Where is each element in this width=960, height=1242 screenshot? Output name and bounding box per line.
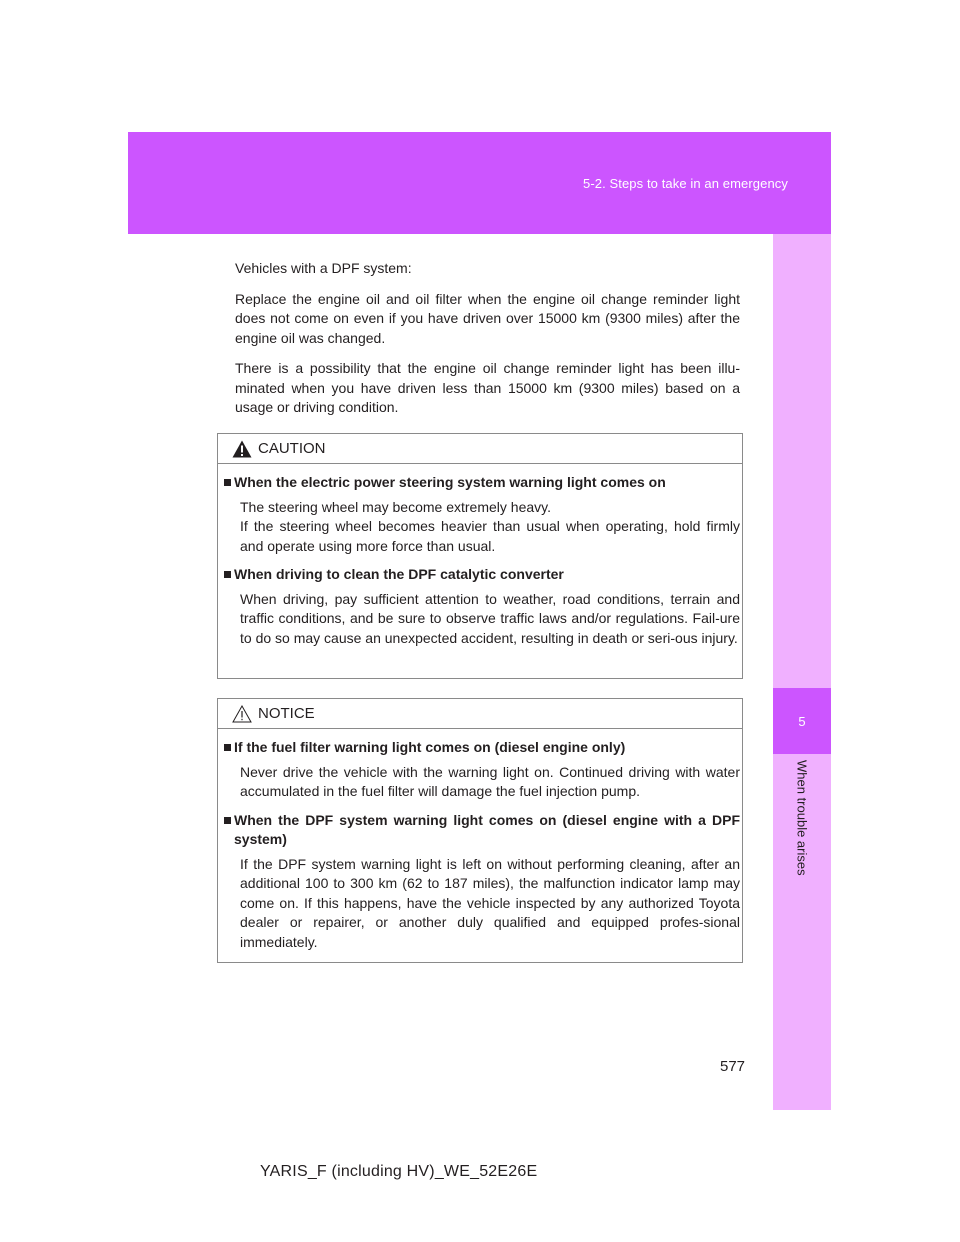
caution-item-heading: When driving to clean the DPF catalytic converter (224, 565, 740, 585)
chapter-number: 5 (773, 688, 831, 754)
document-id: YARIS_F (including HV)_WE_52E26E (260, 1163, 538, 1180)
intro-lead: Vehicles with a DPF system: (235, 260, 412, 276)
notice-item-text: If the DPF system warning light is left on without performing cleaning, after an additional 100 to 300 km (62 to 187 miles), the malfunction indicator lamp may come on. If this happens, have the vehicle inspected by any authorized Toyota dealer or repairer, or another duly qualified and equipped profes-sional immediately. (240, 855, 740, 950)
section-title: 5-2. Steps to take in an emergency (582, 176, 788, 191)
caution-body (218, 464, 742, 669)
notice-body (218, 729, 742, 973)
page-number: 577 (720, 1058, 746, 1075)
caution-item-text: When driving, pay sufficient attention to weather, road conditions, terrain and traffic conditions, and be sure to observe traffic laws and/or regulations. Fail-ure to do so may cause an unexpected accident, resulting in death or seri-ous injury. (240, 590, 740, 646)
caution-title: CAUTION (258, 440, 326, 457)
intro-text (235, 259, 740, 429)
intro-paragraph-1: Replace the engine oil and oil filter when the engine oil change reminder light does not come on even if you have driven over 15000 km (9300 miles) after the engine oil was changed. (235, 290, 740, 346)
caution-box (217, 433, 743, 679)
square-bullet-icon (224, 571, 231, 578)
square-bullet-icon (224, 479, 231, 486)
square-bullet-icon (224, 744, 231, 751)
intro-paragraph-2: There is a possibility that the engine oil change reminder light has been illu-minated when you have driven less than 15000 km (9300 miles) based on a usage or driving condition. (235, 360, 740, 415)
notice-item-heading: When the DPF system warning light comes on (diesel engine with a DPF system) (224, 811, 740, 850)
notice-item-heading: If the fuel filter warning light comes on (diesel engine only) (224, 738, 740, 758)
notice-item-text: Never drive the vehicle with the warning light on. Continued driving with water accumulated in the fuel filter will damage the fuel injection pump. (240, 763, 740, 799)
warning-triangle-icon (232, 440, 252, 458)
square-bullet-icon (224, 817, 231, 824)
notice-triangle-icon (232, 705, 252, 723)
header-bar (128, 132, 831, 234)
caution-item-text: The steering wheel may become extremely heavy. If the steering wheel becomes heavier than usual when operating, hold firmly and operate using more force than usual. (240, 498, 740, 554)
caution-header (218, 434, 742, 464)
caution-item-heading: When the electric power steering system warning light comes on (224, 473, 740, 493)
notice-box (217, 698, 743, 963)
notice-header (218, 699, 742, 729)
notice-title: NOTICE (258, 705, 315, 722)
chapter-label-text: When trouble arises (794, 760, 810, 876)
chapter-label (773, 760, 831, 900)
side-tab (773, 234, 831, 1110)
